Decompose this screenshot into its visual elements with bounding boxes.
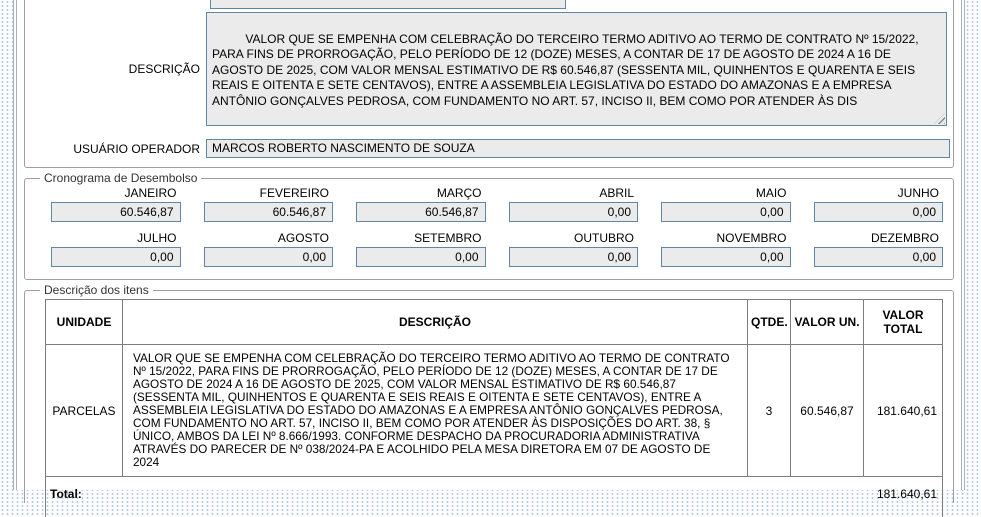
table-row [46, 345, 943, 477]
month-input-outubro[interactable]: 0,00 [509, 247, 639, 267]
month-label-maio: MAIO [755, 186, 787, 200]
month-input-abril[interactable]: 0,00 [509, 202, 639, 222]
month-cell-maio [661, 186, 791, 222]
header-valor-total: VALOR TOTAL [864, 300, 943, 345]
fieldset-cronograma [24, 171, 954, 280]
month-label-novembro: NOVEMBRO [716, 231, 787, 245]
month-cell-outubro [509, 231, 639, 267]
month-label-fevereiro: FEVEREIRO [259, 186, 329, 200]
resize-handle-icon[interactable] [934, 113, 945, 124]
month-label-junho: JUNHO [897, 186, 939, 200]
month-cell-setembro [356, 231, 486, 267]
month-cell-dezembro [814, 231, 944, 267]
month-cell-janeiro [51, 186, 181, 222]
month-cell-abril [509, 186, 639, 222]
top-cropped-input[interactable] [210, 0, 566, 9]
month-cell-marco [356, 186, 486, 222]
month-input-junho[interactable]: 0,00 [814, 202, 944, 222]
valor-un-cell: 60.546,87 [791, 345, 864, 477]
descricao-text: VALOR QUE SE EMPENHA COM CELEBRAÇÃO DO TERCEIRO TERMO ADITIVO AO TERMO DE CONTRATO Nº 15/2022, PARA FINS DE PRORROGAÇÃO, PELO PERÍODO DE 12 (DOZE) MESES, A CONTAR DE 17 DE AGOSTO DE 2024 A 16 DE AGOSTO DE 2025, COM VALOR MENSAL ESTIMATIVO DE R$ 60.546,87 (SESSENTA MIL, QUINHENTOS E QUARENTA E SEIS REAIS E OITENTA E SETE CENTAVOS), ENTRE A ASSEMBLEIA LEGISLATIVA DO ESTADO DO AMAZONAS E A EMPRESA ANTÔNIO GONÇALVES PEDROSA, COM FUNDAMENTO NO ART. 57, INCISO II, BEM COMO POR ATENDER ÀS DIS [212, 31, 922, 108]
month-input-maio[interactable]: 0,00 [661, 202, 791, 222]
form-surface [13, 0, 965, 501]
month-input-setembro[interactable]: 0,00 [356, 247, 486, 267]
qtde-cell: 3 [748, 345, 791, 477]
month-input-fevereiro[interactable]: 60.546,87 [204, 202, 334, 222]
month-label-agosto: AGOSTO [277, 231, 329, 245]
usuario-operador-input[interactable]: MARCOS ROBERTO NASCIMENTO DE SOUZA [206, 139, 950, 158]
month-input-marco[interactable]: 60.546,87 [356, 202, 486, 222]
fieldset-itens [24, 283, 954, 503]
month-label-dezembro: DEZEMBRO [870, 231, 939, 245]
total-value: 181.640,61 [876, 487, 937, 501]
descricao-textarea[interactable] [206, 12, 947, 126]
usuario-field-row [29, 139, 950, 158]
table-header-row [46, 300, 943, 345]
itens-table [45, 299, 943, 517]
month-input-agosto[interactable]: 0,00 [204, 247, 334, 267]
header-unidade: UNIDADE [46, 300, 123, 345]
table-total-row [46, 477, 943, 517]
header-descricao: DESCRIÇÃO [123, 300, 748, 345]
month-cell-julho [51, 231, 181, 267]
month-cell-junho [814, 186, 944, 222]
month-cell-fevereiro [204, 186, 334, 222]
month-input-janeiro[interactable]: 60.546,87 [51, 202, 181, 222]
descricao-field-row [29, 12, 950, 126]
month-input-dezembro[interactable]: 0,00 [814, 247, 944, 267]
itens-legend: Descrição dos itens [44, 283, 149, 297]
header-valor-un: VALOR UN. [791, 300, 864, 345]
month-cell-novembro [661, 231, 791, 267]
month-cell-agosto [204, 231, 334, 267]
month-input-novembro[interactable]: 0,00 [661, 247, 791, 267]
fieldset-empenho-details [24, 0, 954, 168]
descricao-label: DESCRIÇÃO [128, 62, 200, 76]
form-inner [16, 0, 962, 501]
cronograma-legend: Cronograma de Desembolso [44, 171, 198, 185]
months-grid [51, 186, 943, 267]
month-label-abril: ABRIL [599, 186, 634, 200]
month-label-janeiro: JANEIRO [124, 186, 177, 200]
month-label-julho: JULHO [137, 231, 177, 245]
month-input-julho[interactable]: 0,00 [51, 247, 181, 267]
header-qtde: QTDE. [748, 300, 791, 345]
usuario-operador-label: USUÁRIO OPERADOR [73, 141, 200, 156]
total-label: Total: [50, 487, 82, 501]
unidade-cell: PARCELAS [46, 345, 123, 477]
valor-total-cell: 181.640,61 [864, 345, 943, 477]
month-label-outubro: OUTUBRO [574, 231, 634, 245]
month-label-marco: MARÇO [436, 186, 482, 200]
item-descricao-cell: VALOR QUE SE EMPENHA COM CELEBRAÇÃO DO TERCEIRO TERMO ADITIVO AO TERMO DE CONTRATO Nº 15/2022, PARA FINS DE PRORROGAÇÃO, PELO PERÍODO DE 12 (DOZE) MESES, A CONTAR DE 17 DE AGOSTO DE 2024 A 16 DE AGOSTO DE 2025, COM VALOR MENSAL ESTIMATIVO DE R$ 60.546,87 (SESSENTA MIL, QUINHENTOS E QUARENTA E SEIS REAIS E OITENTA E SETE CENTAVOS), ENTRE A ASSEMBLEIA LEGISLATIVA DO ESTADO DO AMAZONAS E A EMPRESA ANTÔNIO GONÇALVES PEDROSA, COM FUNDAMENTO NO ART. 57, INCISO II, BEM COMO POR ATENDER ÀS DISPOSIÇÕES DO ART. 38, § ÚNICO, AMBOS DA LEI Nº 8.666/1993. CONFORME DESPACHO DA PROCURADORIA ADMINISTRATIVA ATRAVÉS DO PARECER DE Nº 038/2024-PA E ACOLHIDO PELA MESA DIRETORA EM 07 DE AGOSTO DE 2024 [123, 345, 748, 477]
month-label-setembro: SETEMBRO [414, 231, 482, 245]
